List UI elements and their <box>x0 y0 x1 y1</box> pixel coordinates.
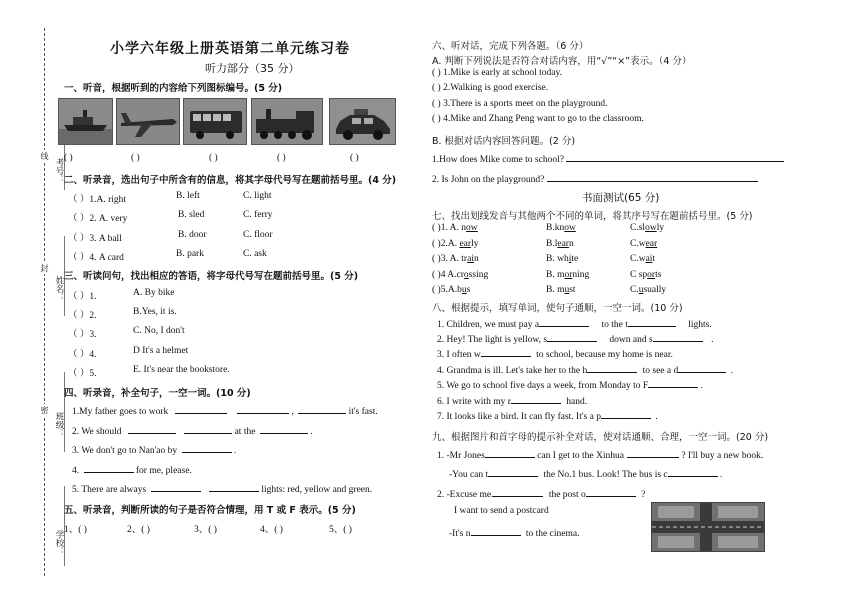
word-text: s <box>466 285 471 295</box>
phonics-item-option-c <box>630 239 657 249</box>
fill-sentence-2 <box>437 332 713 345</box>
section-5-heading: 五、听录音，判断所读的句子是否符合情理，用 T 或 F 表示。(5 分) <box>64 505 356 516</box>
answer-blank[interactable] <box>587 363 637 373</box>
answer-blank[interactable] <box>481 347 531 357</box>
sentence-text: to see a d <box>642 366 679 376</box>
dialogue-2-line-2: I want to send a postcard <box>454 506 549 516</box>
answer-blank[interactable] <box>471 526 521 536</box>
question-number: （ ）1. <box>68 292 97 302</box>
school-label: 学校： <box>55 530 65 556</box>
word-text: C.sl <box>630 223 646 233</box>
answer-blank[interactable] <box>511 394 561 404</box>
answer-blank[interactable] <box>653 332 703 342</box>
answer-blank[interactable] <box>84 463 134 473</box>
sentence-text: to school, because my home is near. <box>536 350 673 360</box>
underlined-letters: u <box>564 285 570 295</box>
sentence-text: . <box>310 427 313 437</box>
question-text: 2. Is John on the playground? <box>432 175 545 185</box>
answer-line[interactable] <box>566 152 784 162</box>
fill-sentence-7 <box>437 409 658 422</box>
fill-sentence-3 <box>72 443 236 456</box>
bus-picture <box>183 98 247 145</box>
question-number: （ ）3. <box>68 330 97 340</box>
tf-answer[interactable]: 3、( ) <box>194 525 217 535</box>
underlined-letters: ow <box>564 223 576 233</box>
seal-mark-seal: 封 <box>40 264 49 272</box>
question-2 <box>432 172 758 185</box>
sentence-text: lights. <box>688 320 712 330</box>
phonics-item-option-c <box>630 285 666 295</box>
sentence-text: it's fast. <box>348 407 378 417</box>
section-6b-heading: B. 根据对话内容回答问题。(2 分) <box>432 136 576 147</box>
answer-blank[interactable] <box>601 409 651 419</box>
section-1-heading: 一、听音，根据听到的内容给下列图标编号。(5 分) <box>64 83 283 94</box>
sentence-text: lights: red, yellow and green. <box>261 485 373 495</box>
dialogue-2-line-3 <box>449 526 579 539</box>
answer-blank[interactable] <box>539 317 589 327</box>
sentence-text: . <box>711 335 714 345</box>
sentence-text: ? <box>641 490 646 500</box>
word-text: n <box>473 254 479 264</box>
word-text: n <box>568 238 574 249</box>
question-number: （ ）4. <box>68 350 97 360</box>
sentence-text: to the cinema. <box>525 529 580 539</box>
dialogue-2-line-1 <box>437 487 645 500</box>
option-c: C. ferry <box>243 210 273 220</box>
train-picture <box>251 98 323 145</box>
answer-blank[interactable] <box>175 404 227 414</box>
phonics-item-option-c <box>630 223 664 233</box>
answer-blank[interactable] <box>668 467 718 477</box>
exam-number-label: 考号： <box>55 158 65 184</box>
answer-option: B.Yes, it is. <box>133 307 177 317</box>
phonics-item-option-b <box>546 254 578 264</box>
fill-sentence-5 <box>437 378 703 391</box>
dialogue-1-line-2 <box>449 467 722 480</box>
word-text: sually <box>643 285 667 295</box>
taxi-picture <box>329 98 396 145</box>
underlined-letters: or <box>647 269 656 280</box>
binding-line <box>44 28 45 576</box>
phonics-item-option-b <box>546 223 576 233</box>
answer-bracket[interactable]: ( ) <box>277 153 286 163</box>
section-6a-heading: A. 判断下列说法是否符合对话内容，用“√”“×”表示。（4 分） <box>432 56 692 67</box>
sentence-text: -It's n <box>449 529 471 539</box>
section-3-heading: 三、听读问句，找出相应的答语，将字母代号写在题前括号里。(5 分) <box>64 271 359 282</box>
underlined-letters: o <box>463 269 469 280</box>
sentence-text: 3. I often w <box>437 350 481 360</box>
word-text: ly <box>656 223 665 233</box>
question-number: （ ）2. <box>68 311 97 321</box>
word-text: ( )3. A. tr <box>432 254 468 264</box>
sentence-text: for me, please. <box>135 466 192 476</box>
sentence-text: , <box>291 407 294 417</box>
page-title: 小学六年级上册英语第二单元练习卷 <box>110 41 350 57</box>
option-a: （ ）4. A card <box>68 253 124 263</box>
answer-blank[interactable] <box>184 424 232 434</box>
word-text: st <box>569 285 576 295</box>
phonics-item-option-a[interactable] <box>432 270 488 280</box>
sentence-text: 2. -Excuse me. <box>437 490 494 500</box>
underlined-letters: i <box>568 254 572 264</box>
sentence-text: to the t <box>601 320 628 330</box>
option-c: C. ask <box>243 249 267 259</box>
word-text: ly <box>471 238 479 249</box>
word-text: C.w <box>630 254 646 264</box>
sentence-text: 6. I write with my r <box>437 397 511 407</box>
answer-blank[interactable] <box>488 467 538 477</box>
dialogue-1-line-1 <box>437 448 763 461</box>
word-text: B.kn <box>546 223 565 233</box>
option-a: （ ）1.A. right <box>68 195 127 205</box>
sentence-text: at the <box>234 427 256 437</box>
sentence-text: 1. -Mr Jones <box>437 451 485 461</box>
section-2-heading: 二、听录音，选出句子中所含有的信息，将其字母代号写在题前括号里。(4 分) <box>64 175 397 186</box>
underlined-letters: u <box>638 285 644 295</box>
phonics-item-option-c <box>630 254 655 264</box>
tf-answer[interactable]: 5、( ) <box>329 525 352 535</box>
section-9-heading: 九、根据图片和首字母的提示补全对话，使对话通顺、合理，一空一词。(20 分) <box>432 432 769 443</box>
sentence-text: . <box>655 412 658 422</box>
underlined-letters: u <box>461 285 467 295</box>
section-8-heading: 八、根据提示，填写单词，使句子通顺，一空一词。(10 分) <box>432 303 683 314</box>
word-text: ssing <box>468 269 489 280</box>
word-text: B.l <box>546 238 558 249</box>
seal-mark-line: 线 <box>40 152 49 160</box>
answer-blank[interactable] <box>151 482 201 492</box>
judge-item[interactable]: ( ) 1.Mike is early at school today. <box>432 68 562 78</box>
word-text: C. <box>630 285 639 295</box>
answer-option: A. By bike <box>133 288 175 298</box>
tf-answer[interactable]: 4、( ) <box>260 525 283 535</box>
student-name-label: 姓名： <box>55 276 65 302</box>
word-text: ( )2.A. <box>432 238 460 249</box>
answer-bracket[interactable]: ( ) <box>209 153 218 163</box>
class-label: 班级： <box>55 412 65 438</box>
option-b: B. sled <box>178 210 205 220</box>
underlined-letters: ear <box>459 238 472 249</box>
sentence-text: . <box>700 381 703 391</box>
sentence-text: can I get to the Xinhua <box>537 451 624 461</box>
sentence-text: the No.1 bus. Look! The bus is c <box>543 470 668 480</box>
phonics-item-option-b <box>546 285 576 295</box>
answer-bracket[interactable]: ( ) <box>64 153 73 163</box>
judge-item[interactable]: ( ) 2.Walking is good exercise. <box>432 83 549 93</box>
section-6-heading: 六、听对话，完成下列各题。（6 分） <box>432 41 589 52</box>
question-text: 1.How does Mike come to school? <box>432 155 564 165</box>
sentence-text: 4. Grandma is ill. Let's take her to the h <box>437 366 588 376</box>
listening-section-title: 听力部分（35 分） <box>205 62 300 75</box>
street-map-picture <box>651 502 765 552</box>
sentence-text: 1. Children, we must pay a <box>437 320 540 330</box>
phonics-item-option-a[interactable] <box>432 223 478 233</box>
word-text: C.w <box>630 238 646 249</box>
answer-line[interactable] <box>547 172 758 182</box>
word-text: te <box>571 254 579 264</box>
option-c: C. floor <box>243 230 273 240</box>
answer-option: C. No, I don't <box>133 326 185 336</box>
word-text: ts <box>655 269 662 280</box>
answer-blank[interactable] <box>485 448 535 458</box>
sentence-text: down and s <box>609 335 653 345</box>
answer-option: D It's a helmet <box>133 346 189 356</box>
answer-blank[interactable] <box>182 443 232 453</box>
seal-mark-secret: 密 <box>40 406 49 414</box>
fill-sentence-5 <box>72 482 372 495</box>
phonics-item-option-a[interactable] <box>432 254 479 264</box>
answer-blank[interactable] <box>237 404 289 414</box>
word-text: B. m <box>546 285 565 295</box>
written-section-title: 书面测试(65 分) <box>582 192 660 204</box>
answer-blank[interactable] <box>128 424 176 434</box>
answer-blank[interactable] <box>298 404 346 414</box>
sentence-text: hand. <box>566 397 588 407</box>
word-text: ( )5.A.b <box>432 285 462 295</box>
word-text: B. wh <box>546 254 569 264</box>
sentence-text: -You can t <box>449 470 489 480</box>
fill-sentence-2 <box>72 424 313 437</box>
option-a: （ ）2. A. very <box>68 214 128 224</box>
word-text: B. m <box>546 269 565 280</box>
answer-blank[interactable] <box>678 363 726 373</box>
tf-answer[interactable]: 2、( ) <box>127 525 150 535</box>
fill-sentence-3 <box>437 347 673 360</box>
underlined-letters: ai <box>467 254 474 264</box>
plane-picture <box>116 98 180 145</box>
answer-blank[interactable] <box>627 448 679 458</box>
ship-picture <box>58 98 113 145</box>
underlined-letters: ai <box>645 254 653 264</box>
sentence-text: 7. It looks like a bird. It can fly fast. It's a p <box>437 412 601 422</box>
sentence-text: 5. We go to school five days a week, from Monday to F <box>437 381 649 391</box>
option-a: （ ）3. A ball <box>68 234 122 244</box>
answer-blank[interactable] <box>493 487 543 497</box>
answer-blank[interactable] <box>648 378 698 388</box>
question-number: （ ）5. <box>68 369 97 379</box>
option-b: B. park <box>176 249 204 259</box>
underlined-letters: ow <box>466 223 478 233</box>
sentence-text: . <box>233 446 237 456</box>
tf-answer[interactable]: 1、( ) <box>64 525 87 535</box>
answer-bracket[interactable]: ( ) <box>350 153 359 163</box>
sentence-text: 2. We should <box>72 427 122 437</box>
option-b: B. left <box>176 191 200 201</box>
answer-blank[interactable] <box>628 317 676 327</box>
fill-sentence-6 <box>437 394 587 407</box>
option-c: C. light <box>243 191 272 201</box>
phonics-item-option-c <box>630 270 661 280</box>
option-b: B. door <box>178 230 207 240</box>
phonics-item-option-a[interactable] <box>432 285 470 295</box>
sentence-text: 5. There are always <box>72 485 147 495</box>
sentence-text: ? I'll buy a new book. <box>681 451 764 461</box>
word-text: t <box>652 254 656 264</box>
phonics-item-option-b <box>546 270 589 280</box>
fill-sentence-4 <box>72 463 192 476</box>
question-1 <box>432 152 784 165</box>
sentence-text: . <box>730 366 733 376</box>
judge-item[interactable]: ( ) 3.There is a sports meet on the playground. <box>432 99 608 109</box>
word-text: ( )4 A.cr <box>432 269 464 280</box>
phonics-item-option-a[interactable] <box>432 239 478 249</box>
question-row <box>68 191 126 205</box>
word-text: C sp <box>630 269 648 280</box>
answer-blank[interactable] <box>260 424 308 434</box>
underlined-letters: ow <box>645 223 657 233</box>
answer-blank[interactable] <box>547 332 597 342</box>
answer-blank[interactable] <box>209 482 259 492</box>
fill-sentence-1 <box>437 317 712 330</box>
sentence-text: 1.My father goes to work <box>72 407 169 417</box>
underlined-letters: or <box>564 269 573 280</box>
answer-option: E. It's near the bookstore. <box>133 365 230 375</box>
section-4-heading: 四、听录音，补全句子，一空一词。(10 分) <box>64 388 251 399</box>
sentence-text: . <box>720 470 723 480</box>
sentence-text: 2. Hey! The light is yellow, s <box>437 335 548 345</box>
word-text: ( )1. A. n <box>432 223 467 233</box>
sentence-text: the post o <box>548 490 586 500</box>
class-field[interactable] <box>64 372 65 452</box>
fill-sentence-1 <box>72 404 378 417</box>
sentence-text: 4. <box>72 466 80 476</box>
underlined-letters: ear <box>557 238 569 249</box>
section-7-heading: 七、找出划线发音与其他两个不同的单词，将其序号写在题前括号里。(5 分) <box>432 211 753 222</box>
underlined-letters: ear <box>645 238 658 249</box>
phonics-item-option-b <box>546 239 574 249</box>
fill-sentence-4 <box>437 363 733 376</box>
answer-bracket[interactable]: ( ) <box>131 153 140 163</box>
judge-item[interactable]: ( ) 4.Mike and Zhang Peng want to go to the classroom. <box>432 114 644 124</box>
word-text: ning <box>572 269 590 280</box>
sentence-text: 3. We don't go to Nan'ao by <box>72 446 178 456</box>
answer-blank[interactable] <box>586 487 636 497</box>
